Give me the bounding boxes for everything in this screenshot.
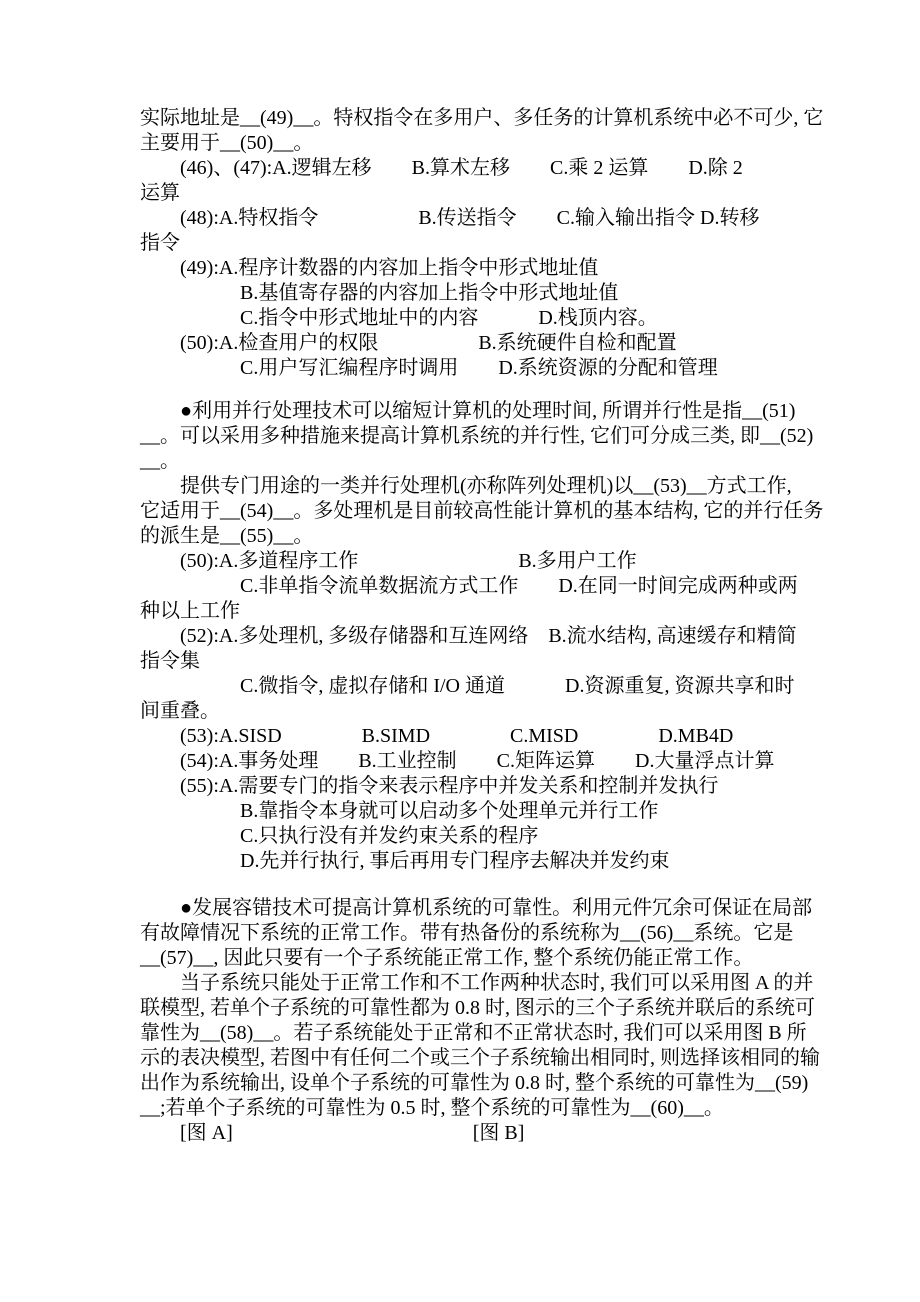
text-line: 主要用于__(50)__。: [140, 132, 314, 154]
text-line: 运算: [140, 182, 180, 204]
text-line: 指令集: [140, 650, 200, 672]
text-line: C.只执行没有并发约束关系的程序: [240, 825, 539, 847]
text-line: 间重叠。: [140, 700, 220, 722]
question-block-46-50: [140, 106, 824, 381]
text-line: C.非单指令流单数据流方式工作 D.在同一时间完成两种或两: [240, 575, 798, 597]
text-line: 示的表决模型, 若图中有任何二个或三个子系统输出相同时, 则选择该相同的输: [140, 1047, 820, 1069]
text-line: [图 A] [图 B]: [180, 1122, 525, 1144]
text-line: (50):A.检查用户的权限 B.系统硬件自检和配置: [180, 332, 677, 354]
text-line: (53):A.SISD B.SIMD C.MISD D.MB4D: [180, 725, 734, 747]
text-line: B.靠指令本身就可以启动多个处理单元并行工作: [240, 800, 659, 822]
text-line: (49):A.程序计数器的内容加上指令中形式地址值: [180, 257, 599, 279]
question-block-56-60: [140, 896, 820, 1146]
text-line: 实际地址是__(49)__。特权指令在多用户、多任务的计算机系统中必不可少, 它: [140, 107, 824, 129]
text-line: D.先并行执行, 事后再用专门程序去解决并发约束: [240, 850, 670, 872]
text-line: 提供专门用途的一类并行处理机(亦称阵列处理机)以__(53)__方式工作,: [180, 475, 792, 497]
text-line: __(57)__, 因此只要有一个子系统能正常工作, 整个系统仍能正常工作。: [140, 947, 754, 969]
question-block-51-55: [140, 399, 824, 874]
text-line: B.基值寄存器的内容加上指令中形式地址值: [240, 282, 619, 304]
text-line: 靠性为__(58)__。若子系统能处于正常和不正常状态时, 我们可以采用图 B 所: [140, 1022, 807, 1044]
text-line: C.微指令, 虚拟存储和 I/O 通道 D.资源重复, 资源共享和时: [240, 675, 795, 697]
text-line: (48):A.特权指令 B.传送指令 C.输入输出指令 D.转移: [180, 207, 760, 229]
text-line: C.指令中形式地址中的内容 D.栈顶内容。: [240, 307, 658, 329]
text-line: 种以上工作: [140, 600, 240, 622]
text-line: 联模型, 若单个子系统的可靠性都为 0.8 时, 图示的三个子系统并联后的系统可: [140, 997, 815, 1019]
text-line: (52):A.多处理机, 多级存储器和互连网络 B.流水结构, 高速缓存和精简: [180, 625, 797, 647]
text-line: __;若单个子系统的可靠性为 0.5 时, 整个系统的可靠性为__(60)__。: [140, 1097, 724, 1119]
text-line: ●利用并行处理技术可以缩短计算机的处理时间, 所谓并行性是指__(51): [180, 400, 796, 422]
text-line: 它适用于__(54)__。多处理机是目前较高性能计算机的基本结构, 它的并行任务: [140, 500, 824, 522]
text-line: ●发展容错技术可提高计算机系统的可靠性。利用元件冗余可保证在局部: [180, 897, 813, 919]
text-line: 有故障情况下系统的正常工作。带有热备份的系统称为__(56)__系统。它是: [140, 922, 794, 944]
text-line: __。: [140, 450, 180, 472]
text-line: 当子系统只能处于正常工作和不工作两种状态时, 我们可以采用图 A 的并: [180, 972, 814, 994]
text-line: (54):A.事务处理 B.工业控制 C.矩阵运算 D.大量浮点计算: [180, 750, 775, 772]
text-line: C.用户写汇编程序时调用 D.系统资源的分配和管理: [240, 357, 718, 379]
text-line: (46)、(47):A.逻辑左移 B.算术左移 C.乘 2 运算 D.除 2: [180, 157, 743, 179]
text-line: 指令: [140, 232, 180, 254]
text-line: 出作为系统输出, 设单个子系统的可靠性为 0.8 时, 整个系统的可靠性为__(59): [140, 1072, 809, 1094]
text-line: 的派生是__(55)__。: [140, 525, 314, 547]
text-line: __。可以采用多种措施来提高计算机系统的并行性, 它们可分成三类, 即__(52): [140, 425, 814, 447]
text-line: (50):A.多道程序工作 B.多用户工作: [180, 550, 637, 572]
text-line: (55):A.需要专门的指令来表示程序中并发关系和控制并发执行: [180, 775, 719, 797]
document-body: [140, 106, 824, 1146]
